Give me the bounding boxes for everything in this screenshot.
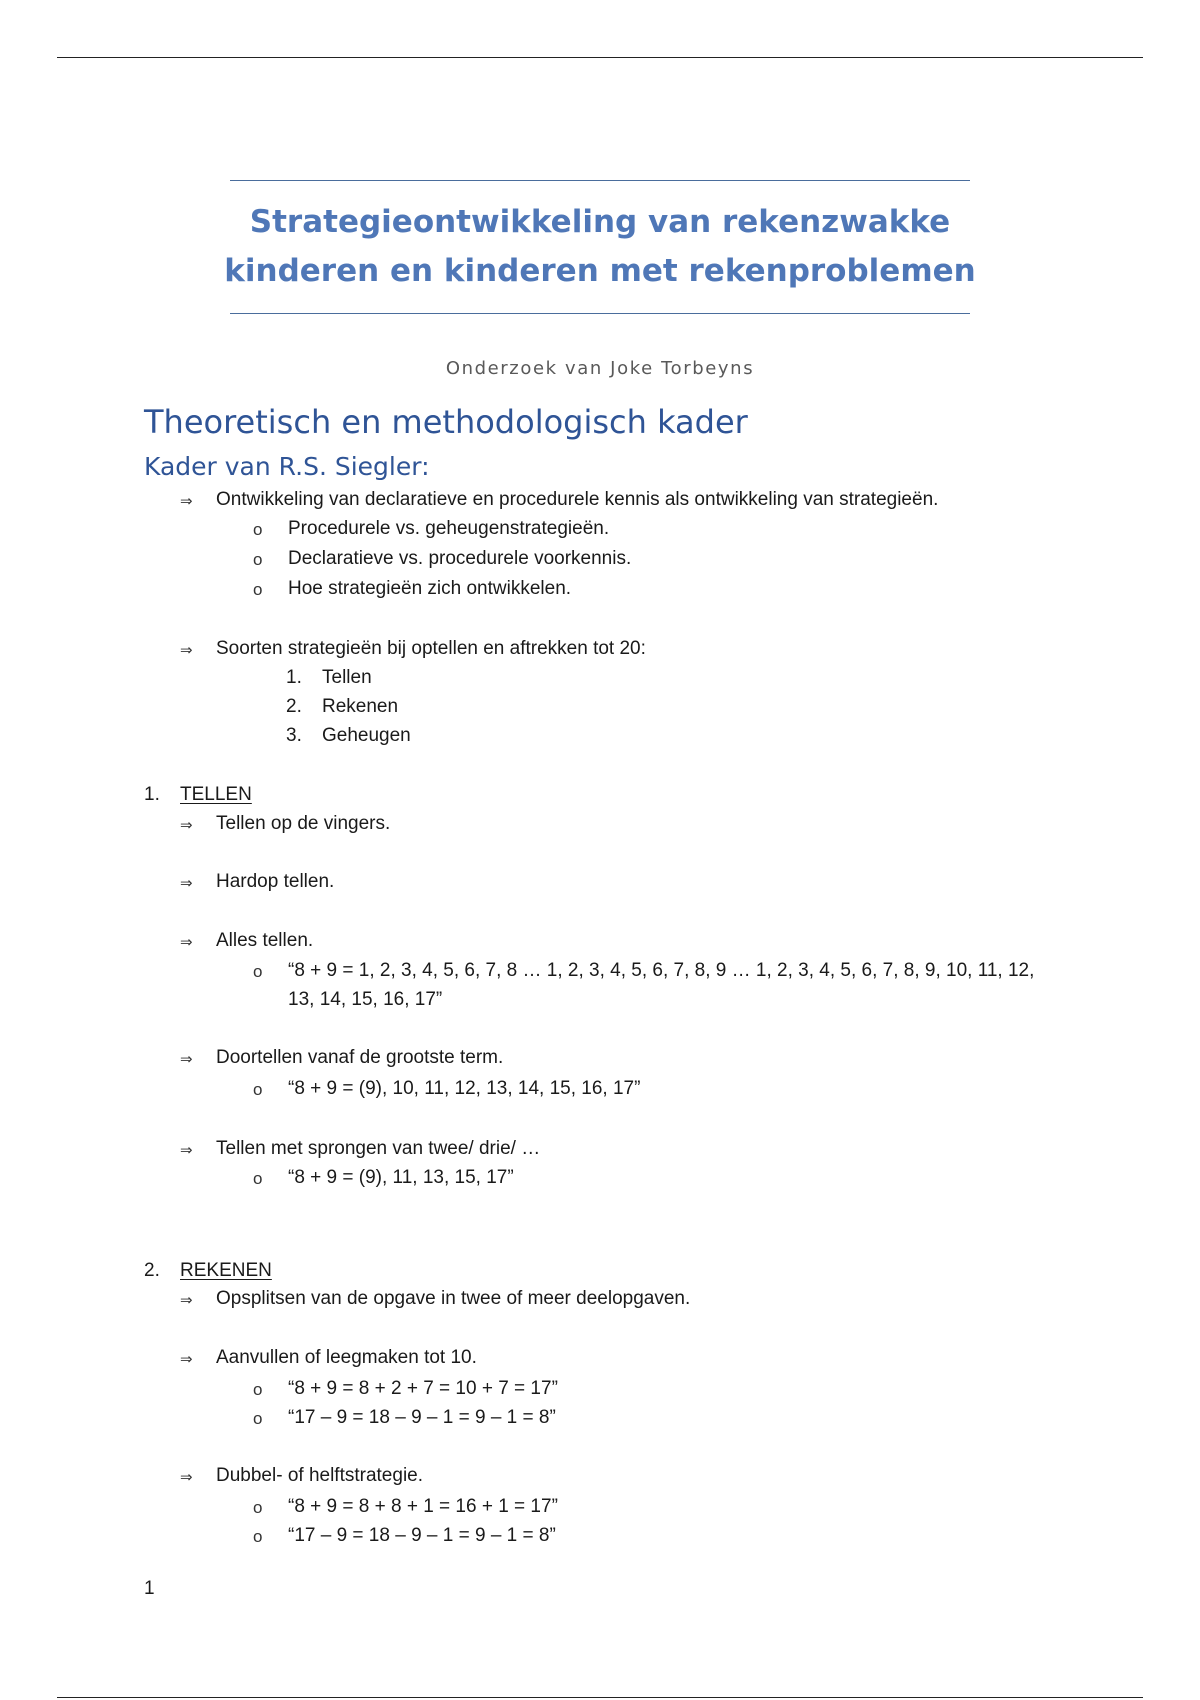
tellen-bullet-1: Tellen op de vingers. — [216, 813, 391, 834]
arrow-icon: ⇒ — [180, 1051, 193, 1068]
intro-sub-3: Hoe strategieën zich ontwikkelen. — [288, 578, 572, 599]
page-top-rule — [57, 57, 1143, 58]
page-bottom-rule — [57, 1697, 1143, 1698]
circle-bullet-icon: o — [253, 1527, 263, 1546]
rekenen-bullet-3: Dubbel- of helftstrategie. — [216, 1465, 424, 1486]
arrow-icon: ⇒ — [180, 493, 193, 510]
arrow-icon: ⇒ — [180, 934, 193, 951]
tellen-example-3-line1: “8 + 9 = 1, 2, 3, 4, 5, 6, 7, 8 … 1, 2, 3, 4, 5, 6, 7, 8, 9 … 1, 2, 3, 4, 5, 6, 7, 8, 9, 10, 11, 12, — [288, 960, 1035, 981]
rekenen-example-3a: “8 + 9 = 8 + 8 + 1 = 16 + 1 = 17” — [288, 1496, 558, 1517]
section-number-1: 1. — [144, 784, 160, 805]
circle-bullet-icon: o — [253, 1169, 263, 1188]
intro-bullet-2: Soorten strategieën bij optellen en aftrekken tot 20: — [216, 638, 646, 659]
intro-bullet-1: Ontwikkeling van declaratieve en procedurele kennis als ontwikkeling van strategieën. — [216, 489, 939, 510]
title-line-1: Strategieontwikkeling van rekenzwakke — [249, 204, 951, 240]
rekenen-bullet-1: Opsplitsen van de opgave in twee of meer deelopgaven. — [216, 1288, 691, 1309]
list-number-1: 1. — [286, 667, 302, 688]
circle-bullet-icon: o — [253, 520, 263, 539]
list-item-tellen: Tellen — [322, 667, 372, 688]
intro-sub-2: Declaratieve vs. procedurele voorkennis. — [288, 548, 632, 569]
arrow-icon: ⇒ — [180, 1292, 193, 1309]
circle-bullet-icon: o — [253, 580, 263, 599]
tellen-bullet-3: Alles tellen. — [216, 930, 314, 951]
list-number-3: 3. — [286, 725, 302, 746]
title-line-2: kinderen en kinderen met rekenproblemen — [224, 253, 976, 289]
list-number-2: 2. — [286, 696, 302, 717]
list-item-geheugen: Geheugen — [322, 725, 411, 746]
heading-2: Kader van R.S. Siegler: — [144, 452, 430, 481]
arrow-icon: ⇒ — [180, 1469, 193, 1486]
arrow-icon: ⇒ — [180, 875, 193, 892]
arrow-icon: ⇒ — [180, 1351, 193, 1368]
circle-bullet-icon: o — [253, 1498, 263, 1517]
circle-bullet-icon: o — [253, 550, 263, 569]
rekenen-example-2b: “17 – 9 = 18 – 9 – 1 = 9 – 1 = 8” — [288, 1407, 556, 1428]
subtitle: Onderzoek van Joke Torbeyns — [445, 358, 755, 379]
page-number: 1 — [144, 1578, 155, 1599]
document-title — [200, 198, 1000, 296]
rekenen-example-3b: “17 – 9 = 18 – 9 – 1 = 9 – 1 = 8” — [288, 1525, 556, 1546]
section-heading-rekenen: REKENEN — [180, 1260, 272, 1281]
heading-1: Theoretisch en methodologisch kader — [144, 403, 748, 441]
rekenen-bullet-2: Aanvullen of leegmaken tot 10. — [216, 1347, 477, 1368]
tellen-bullet-2: Hardop tellen. — [216, 871, 335, 892]
circle-bullet-icon: o — [253, 1409, 263, 1428]
title-bottom-rule — [230, 313, 970, 314]
intro-sub-1: Procedurele vs. geheugenstrategieën. — [288, 518, 610, 539]
tellen-bullet-5: Tellen met sprongen van twee/ drie/ … — [216, 1138, 541, 1159]
circle-bullet-icon: o — [253, 962, 263, 981]
circle-bullet-icon: o — [253, 1380, 263, 1399]
arrow-icon: ⇒ — [180, 817, 193, 834]
rekenen-example-2a: “8 + 9 = 8 + 2 + 7 = 10 + 7 = 17” — [288, 1378, 558, 1399]
arrow-icon: ⇒ — [180, 642, 193, 659]
tellen-example-3-line2: 13, 14, 15, 16, 17” — [288, 989, 443, 1010]
tellen-example-4: “8 + 9 = (9), 10, 11, 12, 13, 14, 15, 16, 17” — [288, 1078, 641, 1099]
list-item-rekenen: Rekenen — [322, 696, 399, 717]
section-heading-tellen: TELLEN — [180, 784, 252, 805]
section-number-2: 2. — [144, 1260, 160, 1281]
tellen-bullet-4: Doortellen vanaf de grootste term. — [216, 1047, 504, 1068]
tellen-example-5: “8 + 9 = (9), 11, 13, 15, 17” — [288, 1167, 514, 1188]
title-top-rule — [230, 180, 970, 181]
arrow-icon: ⇒ — [180, 1142, 193, 1159]
circle-bullet-icon: o — [253, 1080, 263, 1099]
